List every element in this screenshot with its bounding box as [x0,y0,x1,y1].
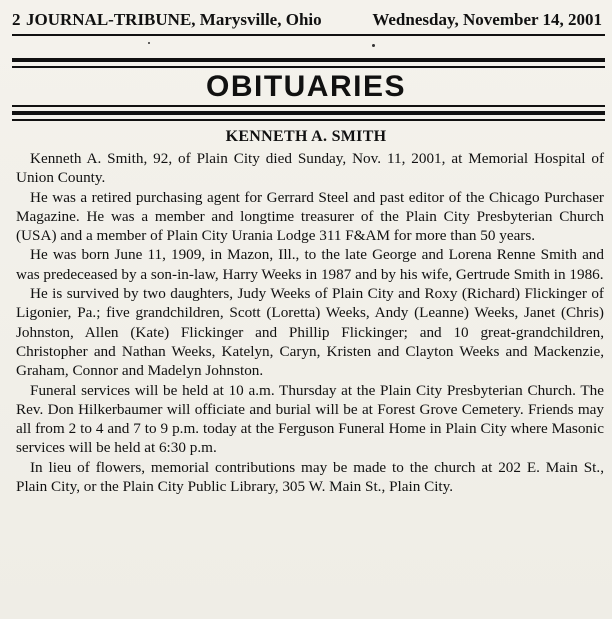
obituary-paragraph: He was a retired purchasing agent for Gerrard Steel and past editor of the Chicago Purchaser Magazine. He was a member and longtime treasurer of the Plain City Presbyterian Church (USA) and a member of Plain City Urania Lodge 311 F&AM for more than 50 years. [16,188,604,245]
divider-line [12,119,605,121]
obituary-name: KENNETH A. SMITH [225,128,387,145]
obituary-paragraph: Funeral services will be held at 10 a.m. Thursday at the Plain City Presbyterian Church. The Rev. Don Hilkerbaumer will officiate and burial will be at Forest Grove Cemetery. Friends may all from 2 to 4 and 7 to 9 p.m. today at the Ferguson Funeral Home in Plain City where Masonic services will be held at 6:30 p.m. [16,381,604,457]
page-number: 2 [12,10,21,29]
obituary-paragraph: He is survived by two daughters, Judy Weeks of Plain City and Roxy (Richard) Flickinger of Ligonier, Pa.; five grandchildren, Scott (Loretta) Weeks, Andy (Leanne) Weeks, Janet (Chris) Johnston, Allen (Kate) Flickinger and Phillip Flickinger; and 10 great-grandchildren, Christopher and Nathan Weeks, Katelyn, Caryn, Kristen and Clayton Weeks and Mackenzie, Graham, Connor and Madelyn Johnston. [16,285,604,380]
divider-line [12,66,605,68]
divider-line [12,111,605,115]
obituary-paragraph: In lieu of flowers, memorial contributions may be made to the church at 202 E. Main St., Plain City, or the Plain City Public Library, 305 W. Main St., Plain City. [16,458,604,496]
obituary-body [16,149,604,496]
divider-line [12,34,605,36]
issue-date: Wednesday, November 14, 2001 [372,10,602,29]
newspaper-name: JOURNAL-TRIBUNE, Marysville, Ohio [26,10,322,29]
masthead [12,8,602,32]
obituary-paragraph: Kenneth A. Smith, 92, of Plain City died Sunday, Nov. 11, 2001, at Memorial Hospital of Union County. [16,150,604,187]
section-title: OBITUARIES [205,70,406,103]
obituary-paragraph: He was born June 11, 1909, in Mazon, Ill., to the late George and Lorena Renne Smith and was predeceased by a son-in-law, Harry Weeks in 1987 and by his wife, Gertrude Smith in 1986. [16,246,604,283]
divider-line [12,105,605,107]
divider-line [12,58,605,62]
print-speck [148,42,150,44]
print-speck [372,44,375,47]
